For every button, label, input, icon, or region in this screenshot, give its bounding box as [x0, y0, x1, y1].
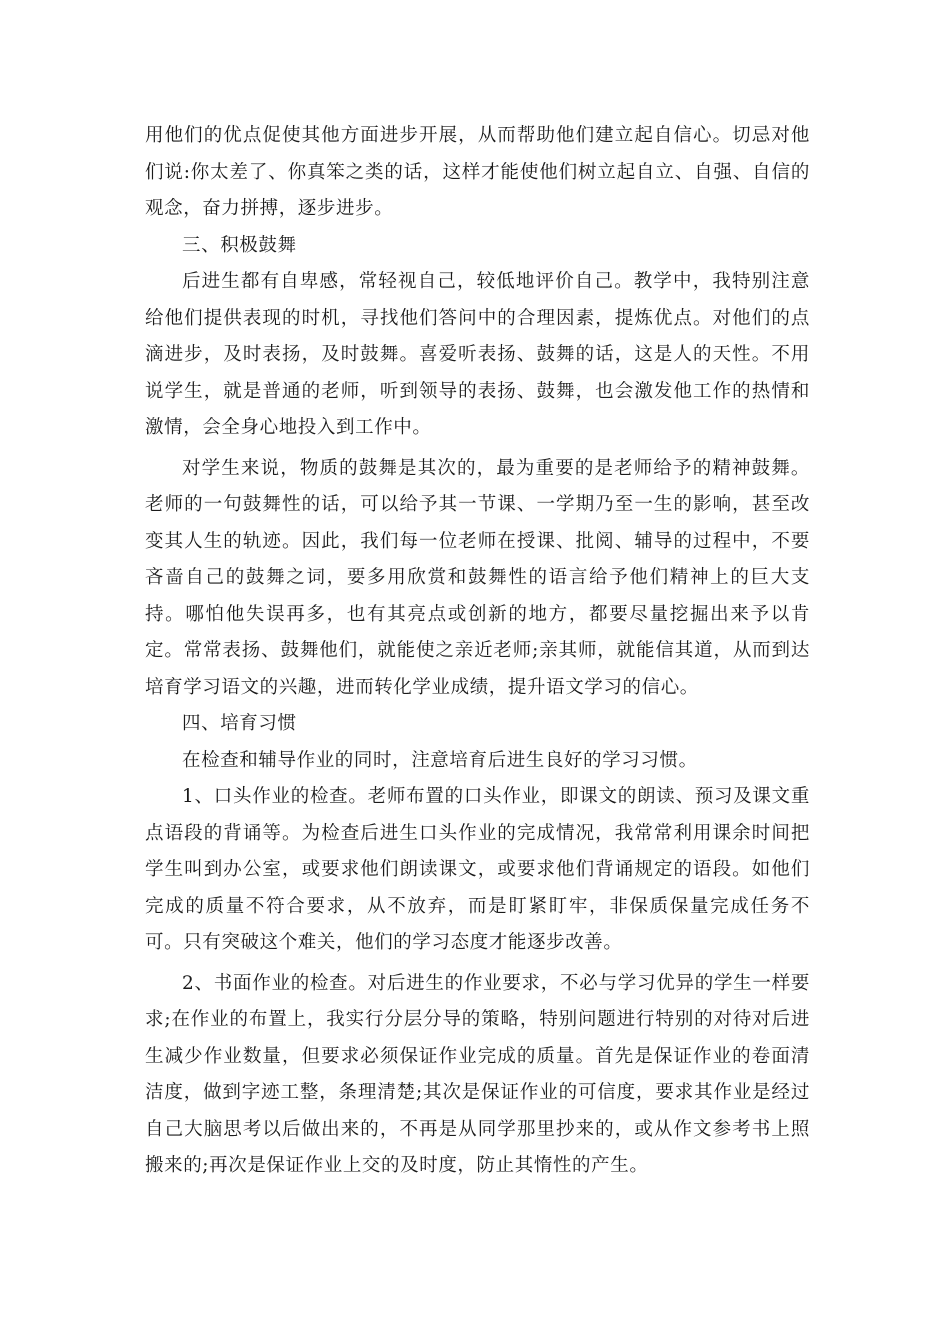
paragraph-oral-homework: 1、口头作业的检查。老师布置的口头作业，即课文的朗读、预习及课文重点语段的背诵等。为检查后进生口头作业的完成情况，我常常利用课余时间把学生叫到办公室，或要求他们朗读课文，或要求他们背诵规定的语段。如他们完成的质量不符合要求，从不放弃，而是盯紧盯牢，非保质保量完成任务不可。只有突破这个难关，他们的学习态度才能逐步改善。 — [145, 786, 810, 953]
paragraph-written-homework: 2、书面作业的检查。对后进生的作业要求，不必与学习优异的学生一样要求;在作业的布置上，我实行分层分导的策略，特别问题进行特别的对待对后进生减少作业数量，但要求必须保证作业完成的质量。首先是保证作业的卷面清洁度，做到字迹工整，条理清楚;其次是保证作业的可信度，要求其作业是经过自己大脑思考以后做出来的，不再是从同学那里抄来的，或从作文参考书上照搬来的;再次是保证作业上交的及时度，防止其惰性的产生。 — [145, 972, 810, 1176]
paragraph-habits-intro: 在检查和辅导作业的同时，注意培育后进生良好的学习习惯。 — [182, 749, 698, 771]
document-body — [145, 118, 810, 1185]
section-heading-habits: 四、培育习惯 — [182, 713, 297, 734]
paragraph-self-esteem: 后进生都有自卑感，常轻视自己，较低地评价自己。教学中，我特别注意给他们提供表现的时机，寻找他们答问中的合理因素，提炼优点。对他们的点滴进步，及时表扬，及时鼓舞。喜爱听表扬、鼓舞的话，这是人的天性。不用说学生，就是普通的老师，听到领导的表扬、鼓舞，也会激发他工作的热情和激情，会全身心地投入到工作中。 — [145, 271, 810, 438]
paragraph-continuation: 用他们的优点促使其他方面进步开展，从而帮助他们建立起自信心。切忌对他们说:你太差了、你真笨之类的话，这样才能使他们树立起自立、自强、自信的观念，奋力拼搏，逐步进步。 — [145, 125, 810, 219]
paragraph-spiritual-encouragement: 对学生来说，物质的鼓舞是其次的，最为重要的是老师给予的精神鼓舞。老师的一句鼓舞性的话，可以给予其一节课、一学期乃至一生的影响，甚至改变其人生的轨迹。因此，我们每一位老师在授课、批阅、辅导的过程中，不要吝啬自己的鼓舞之词，要多用欣赏和鼓舞性的语言给予他们精神上的巨大支持。哪怕他失误再多，也有其亮点或创新的地方，都要尽量挖掘出来予以肯定。常常表扬、鼓舞他们，就能使之亲近老师;亲其师，就能信其道，从而到达培育学习语文的兴趣，进而转化学业成绩，提升语文学习的信心。 — [145, 457, 810, 698]
section-heading-encourage: 三、积极鼓舞 — [182, 234, 297, 256]
